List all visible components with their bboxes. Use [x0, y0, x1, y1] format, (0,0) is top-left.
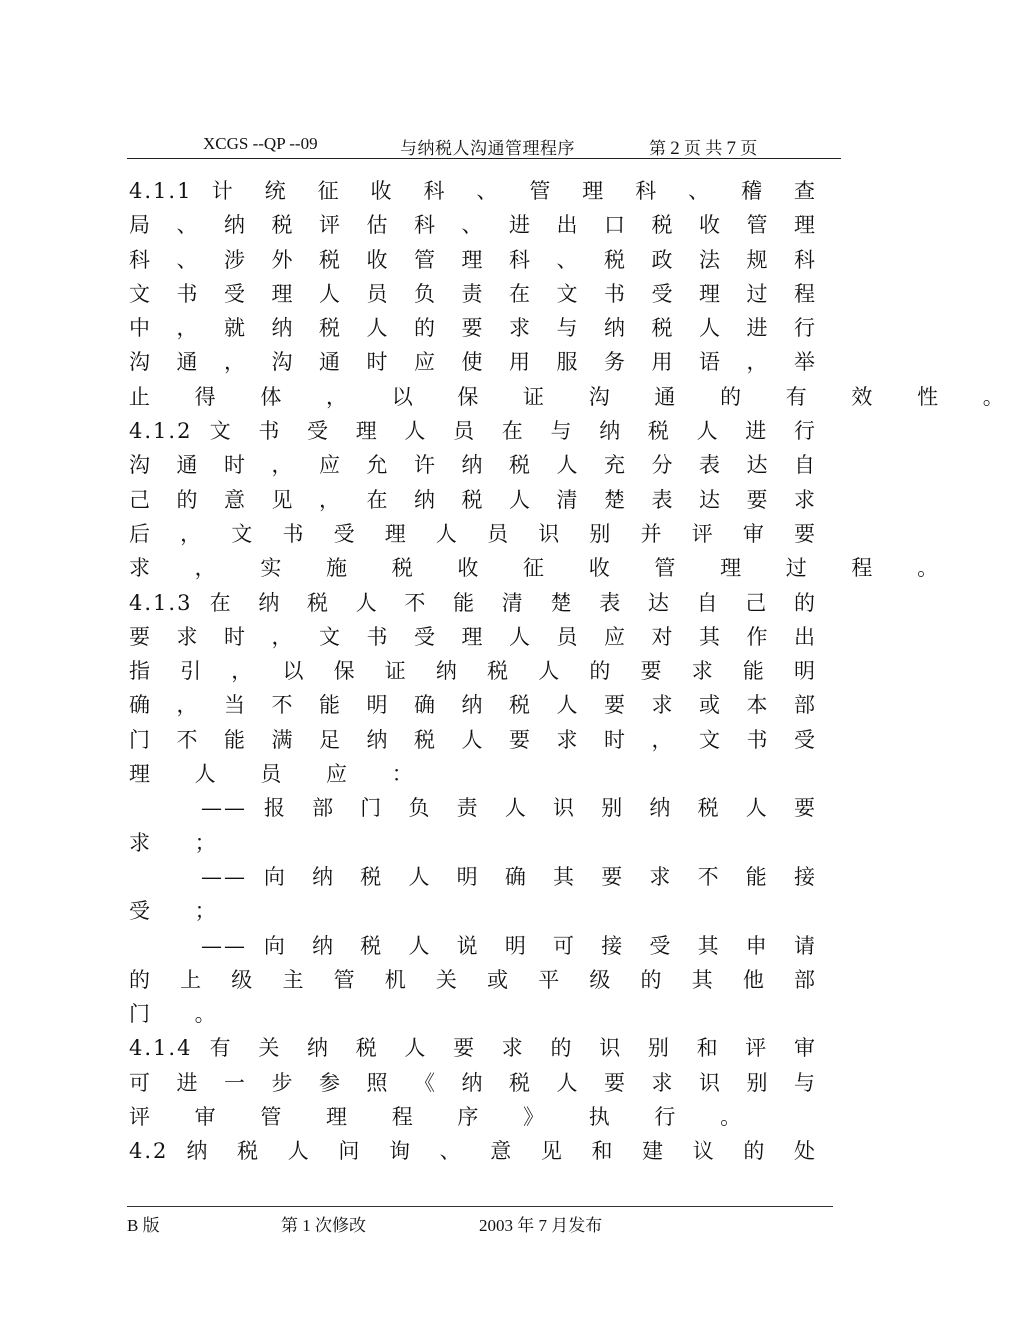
text-line: 门 。 [129, 1002, 235, 1027]
page-footer [127, 1206, 833, 1237]
page-prefix: 第 [649, 139, 666, 158]
version-label: B 版 [127, 1216, 160, 1235]
text-line: 理 人 员 应 ： [129, 762, 432, 787]
document-body [129, 174, 1023, 1169]
text-line: 沟 通 时 ， 应 允 许 纳 税 人 充 分 表 达 自 [129, 453, 817, 478]
text-line: 4.1.3 在 纳 税 人 不 能 清 楚 表 达 自 己 的 [129, 590, 817, 615]
text-line: —— 向 纳 税 人 说 明 可 接 受 其 申 请 [201, 933, 817, 958]
text-line: 求 ； [129, 830, 235, 855]
text-line: 4.1.2 文 书 受 理 人 员 在 与 纳 税 人 进 行 [129, 419, 817, 444]
text-line: 指 引 ， 以 保 证 纳 税 人 的 要 求 能 明 [129, 659, 817, 684]
text-line: 文 书 受 理 人 员 负 责 在 文 书 受 理 过 程 [129, 281, 817, 306]
text-line: 4.1.1 计 统 征 收 科 、 管 理 科 、 稽 查 [129, 179, 817, 203]
text-line: 评 审 管 理 程 序 》 执 行 。 [129, 1105, 761, 1130]
page-header [127, 128, 841, 159]
text-line: 门 不 能 满 足 纳 税 人 要 求 时 ， 文 书 受 [129, 727, 817, 752]
text-line: 求 ， 实 施 税 收 征 收 管 理 过 程 。 [129, 556, 958, 581]
text-line: 受 ； [129, 899, 235, 924]
page-number: 2 [670, 138, 680, 159]
text-line: 确 ， 当 不 能 明 确 纳 税 人 要 求 或 本 部 [129, 693, 817, 718]
text-line: 沟 通 ， 沟 通 时 应 使 用 服 务 用 语 ， 举 [129, 350, 817, 375]
text-line: —— 报 部 门 负 责 人 识 别 纳 税 人 要 [201, 796, 817, 821]
page-total: 7 [726, 138, 736, 159]
document-code: XCGS --QP --09 [203, 134, 318, 153]
text-line: 中 ， 就 纳 税 人 的 要 求 与 纳 税 人 进 行 [129, 316, 817, 341]
publish-date: 2003 年 7 月发布 [479, 1216, 603, 1235]
revision-label: 第 1 次修改 [281, 1216, 366, 1235]
text-line: 局 、 纳 税 评 估 科 、 进 出 口 税 收 管 理 [129, 213, 817, 238]
text-line: 可 进 一 步 参 照 《 纳 税 人 要 求 识 别 与 [129, 1070, 817, 1095]
text-line: 科 、 涉 外 税 收 管 理 科 、 税 政 法 规 科 [129, 247, 817, 272]
text-line: 要 求 时 ， 文 书 受 理 人 员 应 对 其 作 出 [129, 624, 817, 649]
text-line: 己 的 意 见 ， 在 纳 税 人 清 楚 表 达 要 求 [129, 487, 817, 512]
text-line: 4.2 纳 税 人 问 询 、 意 见 和 建 议 的 处 [129, 1139, 817, 1164]
text-line: 4.1.4 有 关 纳 税 人 要 求 的 识 别 和 评 审 [129, 1036, 817, 1061]
text-line: 止 得 体 ， 以 保 证 沟 通 的 有 效 性 。 [129, 384, 1023, 409]
text-line: —— 向 纳 税 人 明 确 其 要 求 不 能 接 [201, 864, 817, 889]
text-line: 后 ， 文 书 受 理 人 员 识 别 并 评 审 要 [129, 521, 817, 546]
page-indicator [649, 134, 757, 160]
page-mid: 页 共 [684, 139, 723, 158]
document-title: 与纳税人沟通管理程序 [400, 139, 575, 158]
text-line: 的 上 级 主 管 机 关 或 平 级 的 其 他 部 [129, 967, 817, 992]
page-suffix: 页 [740, 139, 758, 158]
